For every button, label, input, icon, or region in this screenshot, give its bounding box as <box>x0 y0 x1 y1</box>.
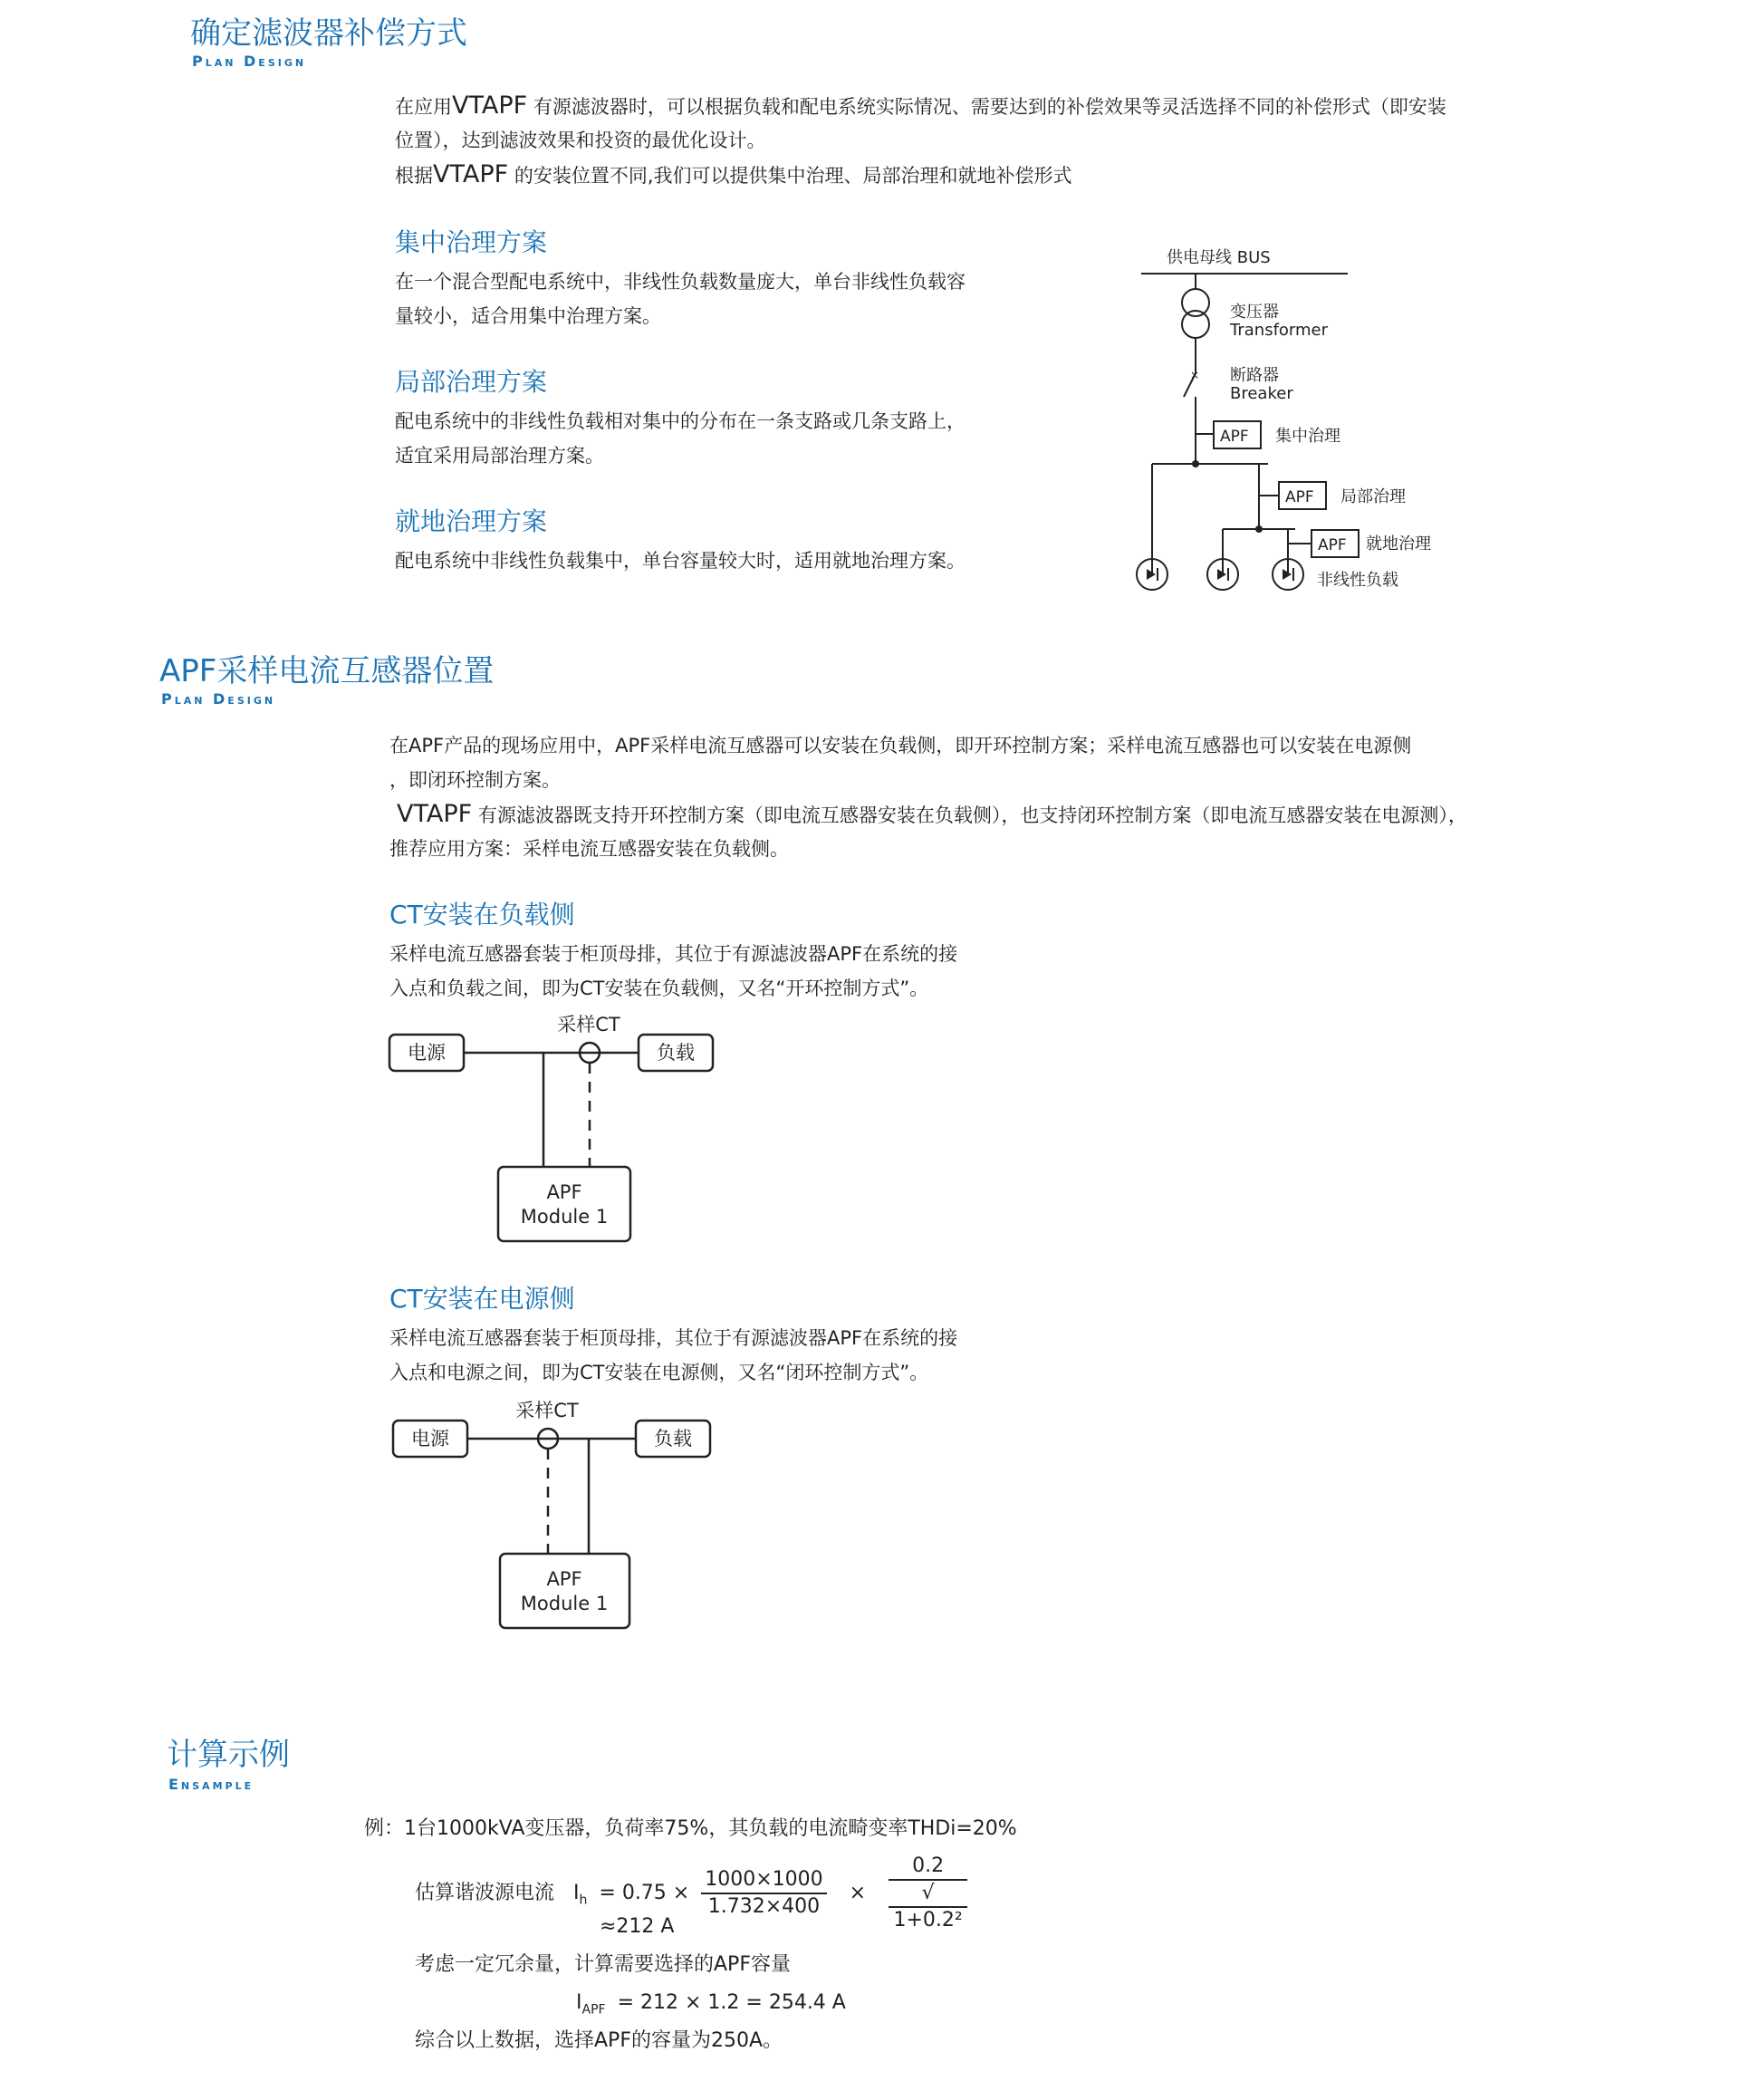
fraction-1 <box>701 1867 826 1920</box>
section2-line4: 推荐应用方案：采样电流互感器安装在负载侧。 <box>389 838 789 860</box>
nonlinear-load-label: 非线性负载 <box>1317 571 1398 590</box>
compensation-diagram <box>1123 237 1476 600</box>
apf-module-box <box>500 1554 629 1628</box>
calc-approx: ≈212 A <box>600 1915 675 1938</box>
source-label: 电源 <box>411 1428 449 1450</box>
fraction-2-denominator: √ 1+0.2² <box>889 1881 967 1933</box>
breaker-cn-label: 断路器 <box>1230 366 1279 385</box>
transformer-en-label: Transformer <box>1230 321 1329 340</box>
calc-margin-note: 考虑一定冗余量，计算需要选择的APF容量 <box>415 1953 791 1976</box>
ct-load-title: CT安装在负载侧 <box>389 900 575 930</box>
central-label: 集中治理 <box>1275 427 1340 446</box>
apf-label: APF <box>546 1568 582 1590</box>
transformer-coil-bottom <box>1182 311 1209 338</box>
transformer-cn-label: 变压器 <box>1230 303 1279 322</box>
intro-line3-pre: 根据 <box>395 165 433 187</box>
apf-module-box <box>498 1167 630 1241</box>
apf-central-label: APF <box>1220 428 1249 446</box>
scheme-local-line2: 适宜采用局部治理方案。 <box>395 445 604 467</box>
apf-onsite-label: APF <box>1318 536 1347 554</box>
sqrt-radicand: 1+0.2² <box>889 1906 967 1933</box>
ct-load-diagram <box>380 1011 725 1247</box>
intro-line1-pre: 在应用 <box>395 96 452 118</box>
ct-source-line1: 采样电流互感器套装于柜顶母排，其位于有源滤波器APF在系统的接 <box>389 1327 958 1349</box>
ih-subscript: h <box>579 1893 588 1908</box>
estimate-label: 估算谐波源电流 <box>415 1882 555 1904</box>
fraction-2 <box>889 1854 967 1933</box>
section2-line1: 在APF产品的现场应用中，APF采样电流互感器可以安装在负载侧，即开环控制方案；采样电流互感器也可以安装在电源侧 <box>389 735 1412 756</box>
fraction-1-numerator: 1000×1000 <box>701 1867 826 1894</box>
scheme-central-line2: 量较小，适合用集中治理方案。 <box>395 305 661 327</box>
bus-label: 供电母线 BUS <box>1167 248 1271 267</box>
ih-symbol <box>573 1882 588 1908</box>
eq-left: = 0.75 × <box>599 1882 690 1904</box>
ct-label: 采样CT <box>515 1400 579 1421</box>
intro-line1-post: 有源滤波器时，可以根据负载和配电系统实际情况、需要达到的补偿效果等灵活选择不同的补偿形式（即安装 <box>527 96 1446 118</box>
section2-line2: ，即闭环控制方案。 <box>389 769 561 791</box>
onsite-label: 就地治理 <box>1366 535 1431 554</box>
scheme-central-line1: 在一个混合型配电系统中，非线性负载数量庞大，单台非线性负载容 <box>395 271 966 293</box>
brand-vtapf: VTAPF <box>397 800 473 828</box>
ct-load-line2: 入点和负载之间，即为CT安装在负载侧，又名“开环控制方式”。 <box>389 978 929 999</box>
ct-source-title: CT安装在电源侧 <box>389 1284 575 1314</box>
ct-source-diagram <box>380 1395 725 1640</box>
section2-line3-post: 有源滤波器既支持开环控制方案（即电流互感器安装在负载侧），也支持闭环控制方案（即电流互感器安装在电源测）， <box>472 804 1467 826</box>
section2-subtitle: Plan Design <box>161 690 276 708</box>
iapf-subscript: APF <box>581 2002 606 2018</box>
brand-vtapf: VTAPF <box>433 160 509 188</box>
calc-formula-ih <box>415 1854 967 1933</box>
transformer-coil-top <box>1182 289 1209 316</box>
ct-load-line1: 采样电流互感器套装于柜顶母排，其位于有源滤波器APF在系统的接 <box>389 943 958 965</box>
apf-label: APF <box>546 1181 582 1203</box>
scheme-local-title: 局部治理方案 <box>395 367 548 397</box>
ct-label: 采样CT <box>557 1014 620 1036</box>
ct-source-line2: 入点和电源之间，即为CT安装在电源侧，又名“闭环控制方式”。 <box>389 1362 929 1383</box>
intro-line3-post: 的安装位置不同,我们可以提供集中治理、局部治理和就地补偿形式 <box>508 165 1072 187</box>
load-label: 负载 <box>657 1042 695 1064</box>
section3-subtitle: Ensample <box>168 1776 255 1793</box>
brand-vtapf: VTAPF <box>452 92 528 120</box>
section2-title: APF采样电流互感器位置 <box>159 653 495 689</box>
fraction-1-denominator: 1.732×400 <box>707 1895 821 1918</box>
local-label: 局部治理 <box>1340 487 1406 506</box>
load-label: 负载 <box>654 1428 692 1450</box>
calc-iapf <box>576 1986 846 2027</box>
module-label: Module 1 <box>520 1593 609 1614</box>
junction-dot <box>1192 460 1199 467</box>
apf-local-label: APF <box>1285 488 1314 506</box>
times-sign: × <box>849 1882 867 1904</box>
breaker-en-label: Breaker <box>1230 384 1293 403</box>
calc-conclusion: 综合以上数据，选择APF的容量为250A。 <box>415 2029 783 2052</box>
ih-symbol-main: I <box>573 1882 580 1904</box>
junction-dot <box>1255 525 1263 533</box>
module-label: Module 1 <box>520 1206 609 1228</box>
scheme-local-line1: 配电系统中的非线性负载相对集中的分布在一条支路或几条支路上， <box>395 410 966 432</box>
calc-example: 例：1台1000kVA变压器，负荷率75%，其负载的电流畸变率THDi=20% <box>364 1817 1017 1840</box>
section1-title: 确定滤波器补偿方式 <box>190 15 467 52</box>
iapf-symbol: I <box>576 1991 582 2014</box>
scheme-onsite-title: 就地治理方案 <box>395 506 548 536</box>
svg-text:×: × <box>1190 369 1200 381</box>
section1-intro-line2: 位置），达到滤波效果和投资的最优化设计。 <box>395 130 766 151</box>
scheme-central-title: 集中治理方案 <box>395 227 548 257</box>
section1-intro-line1 <box>395 89 1446 124</box>
section3-title: 计算示例 <box>167 1737 290 1773</box>
iapf-equation: = 212 × 1.2 = 254.4 A <box>617 1991 846 2014</box>
section2-line3 <box>397 797 1467 833</box>
section1-subtitle: Plan Design <box>192 53 307 70</box>
section1-intro-line3 <box>395 158 1072 193</box>
source-label: 电源 <box>408 1042 446 1064</box>
scheme-onsite-line1: 配电系统中非线性负载集中，单台容量较大时，适用就地治理方案。 <box>395 550 966 572</box>
fraction-2-numerator: 0.2 <box>889 1854 967 1881</box>
